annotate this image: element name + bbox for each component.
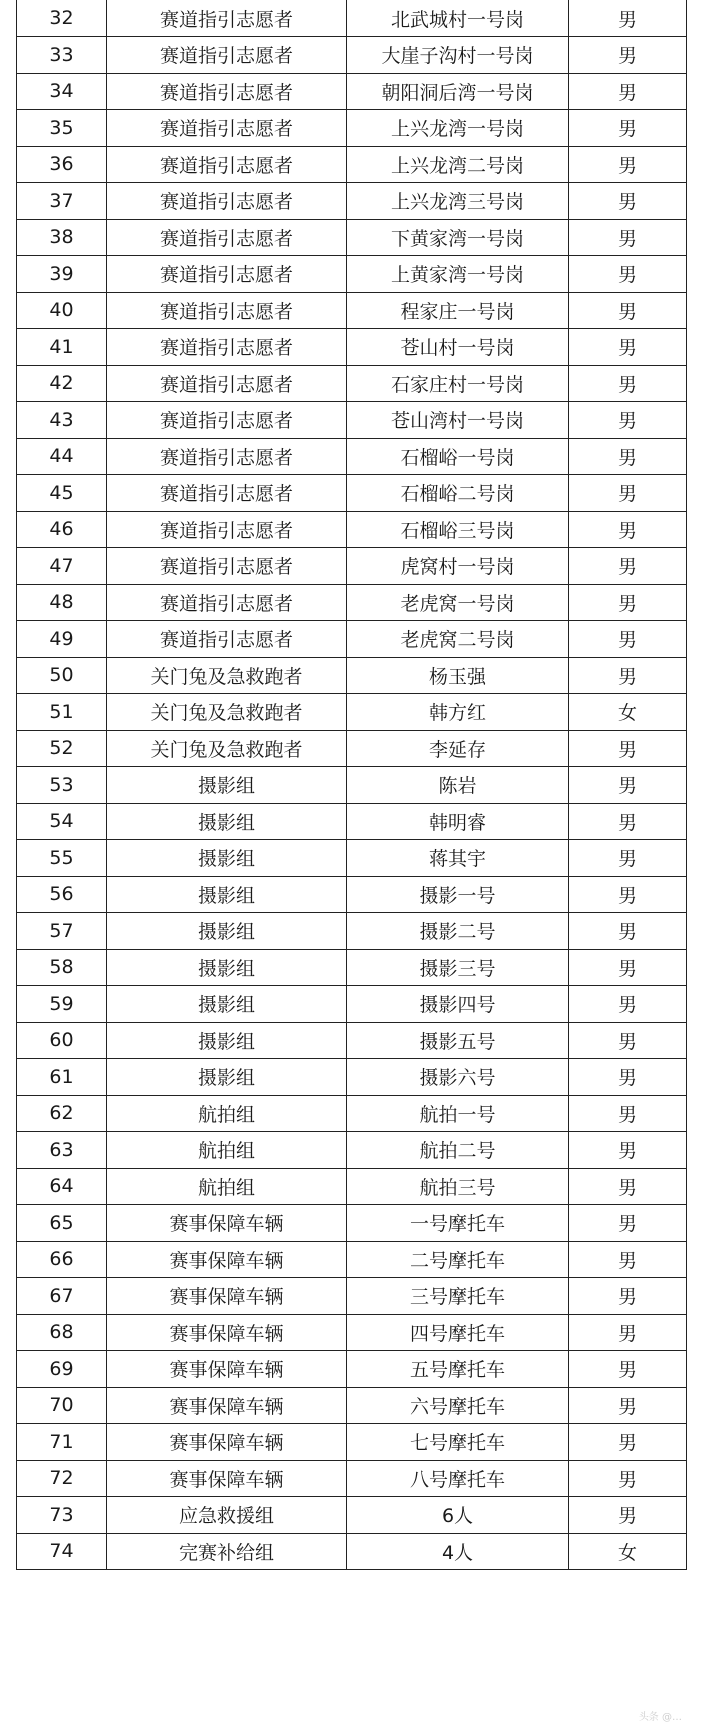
gender-cell: 男 (569, 1351, 687, 1388)
row-number-cell: 37 (17, 183, 107, 220)
gender-cell: 女 (569, 1533, 687, 1570)
table-row (17, 292, 687, 329)
table-row (17, 1168, 687, 1205)
role-cell: 赛道指引志愿者 (107, 110, 347, 147)
role-cell: 赛事保障车辆 (107, 1460, 347, 1497)
role-cell: 关门兔及急救跑者 (107, 694, 347, 731)
table-row (17, 110, 687, 147)
table-row (17, 840, 687, 877)
gender-cell: 男 (569, 876, 687, 913)
post-cell: 蒋其宇 (347, 840, 569, 877)
gender-cell: 男 (569, 1095, 687, 1132)
post-cell: 航拍三号 (347, 1168, 569, 1205)
post-cell: 摄影二号 (347, 913, 569, 950)
table-row (17, 256, 687, 293)
row-number-cell: 52 (17, 730, 107, 767)
gender-cell: 男 (569, 767, 687, 804)
table-row (17, 803, 687, 840)
row-number-cell: 42 (17, 365, 107, 402)
table-row (17, 548, 687, 585)
role-cell: 赛道指引志愿者 (107, 256, 347, 293)
row-number-cell: 68 (17, 1314, 107, 1351)
gender-cell: 男 (569, 584, 687, 621)
table-row (17, 1351, 687, 1388)
gender-cell: 男 (569, 475, 687, 512)
post-cell: 摄影一号 (347, 876, 569, 913)
post-cell: 石榴峪一号岗 (347, 438, 569, 475)
gender-cell: 男 (569, 1059, 687, 1096)
row-number-cell: 50 (17, 657, 107, 694)
gender-cell: 男 (569, 730, 687, 767)
table-row (17, 1241, 687, 1278)
gender-cell: 男 (569, 621, 687, 658)
role-cell: 赛道指引志愿者 (107, 183, 347, 220)
gender-cell: 男 (569, 1168, 687, 1205)
table-row (17, 1387, 687, 1424)
gender-cell: 男 (569, 365, 687, 402)
post-cell: 三号摩托车 (347, 1278, 569, 1315)
role-cell: 摄影组 (107, 803, 347, 840)
gender-cell: 男 (569, 548, 687, 585)
table-row (17, 876, 687, 913)
role-cell: 赛道指引志愿者 (107, 475, 347, 512)
role-cell: 关门兔及急救跑者 (107, 657, 347, 694)
row-number-cell: 70 (17, 1387, 107, 1424)
role-cell: 赛道指引志愿者 (107, 0, 347, 37)
role-cell: 赛事保障车辆 (107, 1314, 347, 1351)
row-number-cell: 54 (17, 803, 107, 840)
gender-cell: 男 (569, 1460, 687, 1497)
row-number-cell: 49 (17, 621, 107, 658)
gender-cell: 男 (569, 1387, 687, 1424)
role-cell: 摄影组 (107, 1059, 347, 1096)
row-number-cell: 39 (17, 256, 107, 293)
row-number-cell: 36 (17, 146, 107, 183)
post-cell: 6人 (347, 1497, 569, 1534)
row-number-cell: 73 (17, 1497, 107, 1534)
row-number-cell: 66 (17, 1241, 107, 1278)
row-number-cell: 45 (17, 475, 107, 512)
table-row (17, 584, 687, 621)
roster-body (17, 0, 687, 1570)
gender-cell: 男 (569, 402, 687, 439)
row-number-cell: 32 (17, 0, 107, 37)
post-cell: 陈岩 (347, 767, 569, 804)
table-row (17, 183, 687, 220)
post-cell: 大崖子沟村一号岗 (347, 37, 569, 74)
gender-cell: 男 (569, 183, 687, 220)
gender-cell: 男 (569, 1314, 687, 1351)
post-cell: 五号摩托车 (347, 1351, 569, 1388)
row-number-cell: 33 (17, 37, 107, 74)
table-row (17, 146, 687, 183)
role-cell: 摄影组 (107, 767, 347, 804)
row-number-cell: 56 (17, 876, 107, 913)
role-cell: 赛道指引志愿者 (107, 438, 347, 475)
post-cell: 上兴龙湾一号岗 (347, 110, 569, 147)
row-number-cell: 59 (17, 986, 107, 1023)
gender-cell: 男 (569, 986, 687, 1023)
gender-cell: 男 (569, 256, 687, 293)
role-cell: 应急救援组 (107, 1497, 347, 1534)
table-row (17, 949, 687, 986)
gender-cell: 男 (569, 73, 687, 110)
post-cell: 航拍一号 (347, 1095, 569, 1132)
role-cell: 摄影组 (107, 1022, 347, 1059)
role-cell: 赛道指引志愿者 (107, 219, 347, 256)
role-cell: 关门兔及急救跑者 (107, 730, 347, 767)
table-row (17, 1424, 687, 1461)
gender-cell: 男 (569, 219, 687, 256)
table-row (17, 1533, 687, 1570)
role-cell: 摄影组 (107, 840, 347, 877)
role-cell: 赛道指引志愿者 (107, 511, 347, 548)
table-row (17, 1314, 687, 1351)
row-number-cell: 51 (17, 694, 107, 731)
gender-cell: 男 (569, 913, 687, 950)
table-row (17, 767, 687, 804)
row-number-cell: 44 (17, 438, 107, 475)
table-row (17, 1132, 687, 1169)
role-cell: 赛道指引志愿者 (107, 146, 347, 183)
gender-cell: 男 (569, 110, 687, 147)
post-cell: 北武城村一号岗 (347, 0, 569, 37)
row-number-cell: 58 (17, 949, 107, 986)
watermark: 头条 @… (638, 1712, 682, 1723)
role-cell: 赛道指引志愿者 (107, 402, 347, 439)
table-row (17, 1278, 687, 1315)
table-row (17, 365, 687, 402)
role-cell: 赛事保障车辆 (107, 1205, 347, 1242)
row-number-cell: 64 (17, 1168, 107, 1205)
table-row (17, 475, 687, 512)
role-cell: 赛道指引志愿者 (107, 584, 347, 621)
gender-cell: 男 (569, 1132, 687, 1169)
roster-table (16, 0, 687, 1570)
gender-cell: 男 (569, 1424, 687, 1461)
row-number-cell: 63 (17, 1132, 107, 1169)
role-cell: 航拍组 (107, 1095, 347, 1132)
row-number-cell: 48 (17, 584, 107, 621)
table-row (17, 1022, 687, 1059)
post-cell: 程家庄一号岗 (347, 292, 569, 329)
row-number-cell: 43 (17, 402, 107, 439)
post-cell: 石家庄村一号岗 (347, 365, 569, 402)
row-number-cell: 34 (17, 73, 107, 110)
table-row (17, 402, 687, 439)
post-cell: 石榴峪三号岗 (347, 511, 569, 548)
role-cell: 摄影组 (107, 949, 347, 986)
row-number-cell: 60 (17, 1022, 107, 1059)
role-cell: 摄影组 (107, 876, 347, 913)
post-cell: 摄影六号 (347, 1059, 569, 1096)
post-cell: 上黄家湾一号岗 (347, 256, 569, 293)
row-number-cell: 72 (17, 1460, 107, 1497)
post-cell: 摄影三号 (347, 949, 569, 986)
post-cell: 韩明睿 (347, 803, 569, 840)
post-cell: 虎窝村一号岗 (347, 548, 569, 585)
role-cell: 完赛补给组 (107, 1533, 347, 1570)
table-row (17, 621, 687, 658)
post-cell: 老虎窝一号岗 (347, 584, 569, 621)
post-cell: 上兴龙湾三号岗 (347, 183, 569, 220)
post-cell: 老虎窝二号岗 (347, 621, 569, 658)
post-cell: 四号摩托车 (347, 1314, 569, 1351)
table-row (17, 0, 687, 37)
role-cell: 赛道指引志愿者 (107, 365, 347, 402)
role-cell: 赛道指引志愿者 (107, 73, 347, 110)
gender-cell: 男 (569, 292, 687, 329)
post-cell: 摄影四号 (347, 986, 569, 1023)
row-number-cell: 55 (17, 840, 107, 877)
row-number-cell: 35 (17, 110, 107, 147)
role-cell: 赛事保障车辆 (107, 1241, 347, 1278)
role-cell: 赛事保障车辆 (107, 1387, 347, 1424)
role-cell: 赛事保障车辆 (107, 1351, 347, 1388)
row-number-cell: 74 (17, 1533, 107, 1570)
table-row (17, 37, 687, 74)
table-row (17, 694, 687, 731)
gender-cell: 男 (569, 1241, 687, 1278)
gender-cell: 男 (569, 949, 687, 986)
post-cell: 朝阳洞后湾一号岗 (347, 73, 569, 110)
post-cell: 苍山村一号岗 (347, 329, 569, 366)
post-cell: 李延存 (347, 730, 569, 767)
post-cell: 航拍二号 (347, 1132, 569, 1169)
row-number-cell: 62 (17, 1095, 107, 1132)
gender-cell: 男 (569, 146, 687, 183)
role-cell: 赛道指引志愿者 (107, 37, 347, 74)
table-row (17, 73, 687, 110)
gender-cell: 男 (569, 511, 687, 548)
gender-cell: 男 (569, 0, 687, 37)
post-cell: 韩方红 (347, 694, 569, 731)
gender-cell: 男 (569, 657, 687, 694)
table-row (17, 511, 687, 548)
row-number-cell: 67 (17, 1278, 107, 1315)
gender-cell: 男 (569, 840, 687, 877)
table-row (17, 986, 687, 1023)
table-row (17, 219, 687, 256)
gender-cell: 男 (569, 438, 687, 475)
table-row (17, 1095, 687, 1132)
post-cell: 摄影五号 (347, 1022, 569, 1059)
role-cell: 赛道指引志愿者 (107, 548, 347, 585)
role-cell: 航拍组 (107, 1168, 347, 1205)
table-row (17, 1497, 687, 1534)
role-cell: 赛事保障车辆 (107, 1278, 347, 1315)
post-cell: 八号摩托车 (347, 1460, 569, 1497)
row-number-cell: 57 (17, 913, 107, 950)
role-cell: 赛道指引志愿者 (107, 292, 347, 329)
row-number-cell: 38 (17, 219, 107, 256)
table-row (17, 657, 687, 694)
table-row (17, 1059, 687, 1096)
row-number-cell: 53 (17, 767, 107, 804)
row-number-cell: 71 (17, 1424, 107, 1461)
post-cell: 二号摩托车 (347, 1241, 569, 1278)
gender-cell: 男 (569, 37, 687, 74)
gender-cell: 男 (569, 1205, 687, 1242)
gender-cell: 男 (569, 1497, 687, 1534)
row-number-cell: 46 (17, 511, 107, 548)
table-row (17, 329, 687, 366)
post-cell: 4人 (347, 1533, 569, 1570)
role-cell: 赛道指引志愿者 (107, 621, 347, 658)
table-row (17, 730, 687, 767)
row-number-cell: 61 (17, 1059, 107, 1096)
role-cell: 赛道指引志愿者 (107, 329, 347, 366)
post-cell: 下黄家湾一号岗 (347, 219, 569, 256)
role-cell: 赛事保障车辆 (107, 1424, 347, 1461)
post-cell: 杨玉强 (347, 657, 569, 694)
post-cell: 上兴龙湾二号岗 (347, 146, 569, 183)
gender-cell: 男 (569, 1022, 687, 1059)
row-number-cell: 47 (17, 548, 107, 585)
role-cell: 摄影组 (107, 913, 347, 950)
post-cell: 苍山湾村一号岗 (347, 402, 569, 439)
row-number-cell: 69 (17, 1351, 107, 1388)
table-row (17, 913, 687, 950)
post-cell: 七号摩托车 (347, 1424, 569, 1461)
gender-cell: 男 (569, 329, 687, 366)
row-number-cell: 41 (17, 329, 107, 366)
table-row (17, 438, 687, 475)
table-row (17, 1460, 687, 1497)
post-cell: 六号摩托车 (347, 1387, 569, 1424)
table-row (17, 1205, 687, 1242)
gender-cell: 男 (569, 803, 687, 840)
post-cell: 石榴峪二号岗 (347, 475, 569, 512)
post-cell: 一号摩托车 (347, 1205, 569, 1242)
gender-cell: 女 (569, 694, 687, 731)
gender-cell: 男 (569, 1278, 687, 1315)
row-number-cell: 65 (17, 1205, 107, 1242)
role-cell: 摄影组 (107, 986, 347, 1023)
role-cell: 航拍组 (107, 1132, 347, 1169)
row-number-cell: 40 (17, 292, 107, 329)
